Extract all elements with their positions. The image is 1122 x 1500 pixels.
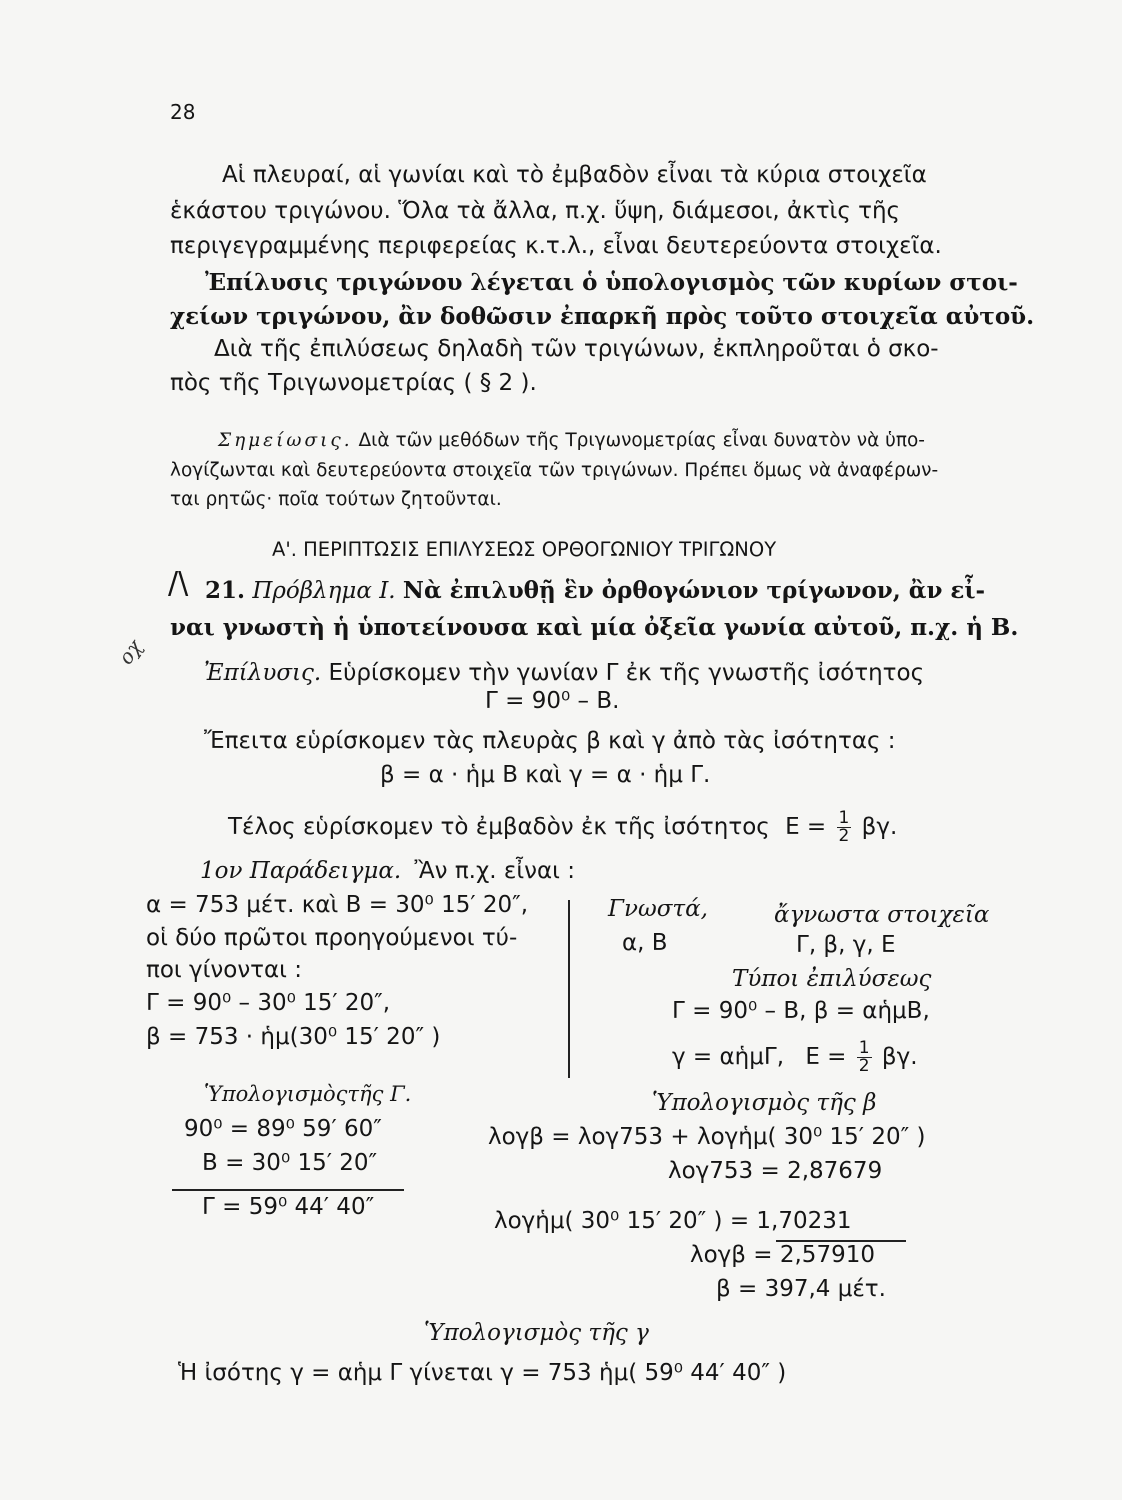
formula-gamma: γ = αἡμΓ, [672, 1044, 785, 1070]
note-text-1: Διὰ τῶν μεθόδων τῆς Τριγωνομετρίας εἶναι δυνατὸν νὰ ὑπο- [358, 430, 925, 451]
purpose-line-1: Διὰ τῆς ἐπιλύσεως δηλαδὴ τῶν τριγώνων, ἐκπληροῦται ὁ σκο- [214, 336, 939, 362]
area-frac-den: 2 [838, 826, 850, 846]
intro-line-3: περιγεγραμμένης περιφερείας κ.τ.λ., εἶναι δευτερεύοντα στοιχεῖα. [170, 233, 942, 259]
calc-beta-line-5: β = 397,4 μέτ. [716, 1276, 886, 1302]
area-eq-rhs: βγ. [861, 814, 898, 840]
solution-text-3: Τέλος εὑρίσκομεν τὸ ἐμβαδὸν ἐκ τῆς ἰσότητος [228, 814, 770, 840]
calc-gamma-result: Γ = 59⁰ 44′ 40″ [202, 1194, 375, 1220]
problem-line-1 [205, 577, 985, 604]
formula-line-1: Γ = 90⁰ – Β, β = αἡμΒ, [672, 998, 930, 1024]
calc-gamma-line-2: Β = 30⁰ 15′ 20″ [202, 1150, 378, 1176]
intro-line-1: Αἱ πλευραί, αἱ γωνίαι καὶ τὸ ἐμβαδὸν εἶναι τὰ κύρια στοιχεῖα [222, 162, 927, 188]
area-frac-num: 1 [838, 808, 850, 828]
note-label: Σημείωσις. [218, 430, 353, 451]
calc-small-gamma-line-1: Ἡ ἰσότης γ = αἡμ Γ γίνεται γ = 753 ἡμ( 59⁰ 44′ 40″ ) [178, 1360, 787, 1386]
unknown-label: ἄγνωστα στοιχεῖα [774, 902, 990, 928]
calc-gamma-rule [172, 1189, 404, 1191]
formula-frac-num: 1 [858, 1038, 870, 1058]
example-left-5: β = 753 · ἡμ(30⁰ 15′ 20″ ) [146, 1024, 441, 1050]
calc-beta-line-4: λογβ = 2,57910 [690, 1242, 875, 1268]
definition-line-1: Ἐπίλυσις τριγώνου λέγεται ὁ ὑπολογισμὸς τῶν κυρίων στοι- [205, 269, 1018, 296]
example-label: 1ον Παράδειγμα. [200, 858, 402, 884]
formula-frac-den: 2 [858, 1056, 870, 1076]
example-header [200, 858, 575, 884]
formula-area-lhs: Ε = [805, 1044, 847, 1070]
calc-beta-line-3: λογἡμ( 30⁰ 15′ 20″ ) = 1,70231 [494, 1208, 852, 1234]
area-eq-lhs: Ε = [785, 814, 827, 840]
solution-line-3 [228, 810, 897, 845]
note-line-3: ται ρητῶς· ποῖα τούτων ζητοῦνται. [170, 489, 502, 510]
note-line-2: λογίζωνται καὶ δευτερεύοντα στοιχεῖα τῶν τριγώνων. Πρέπει ὅμως νὰ ἀναφέρων- [170, 460, 939, 481]
problem-label: Πρόβλημα Ι. [252, 578, 396, 604]
solution-line-2: Ἔπειτα εὑρίσκομεν τὰς πλευρὰς β καὶ γ ἀπὸ τὰς ἰσότητας : [204, 728, 896, 754]
calc-beta-line-1: λογβ = λογ753 + λογἡμ( 30⁰ 15′ 20″ ) [488, 1124, 926, 1150]
calc-gamma-label: Ὑπολογισμὸςτῆς Γ. [204, 1082, 412, 1106]
column-divider [568, 900, 570, 1078]
example-left-3: ποι γίνονται : [146, 957, 303, 983]
area-fraction [837, 810, 852, 845]
calc-gamma-line-1: 90⁰ = 89⁰ 59′ 60″ [184, 1116, 382, 1142]
solution-label: Ἐπίλυσις. [204, 660, 322, 686]
equation-gamma: Γ = 90⁰ – Β. [485, 688, 620, 714]
example-left-1: α = 753 μέτ. καὶ Β = 30⁰ 15′ 20″, [146, 892, 529, 918]
unknown-values: Γ, β, γ, Ε [796, 932, 896, 958]
example-intro: Ἂν π.χ. εἶναι : [414, 858, 575, 884]
solution-line-1 [204, 660, 924, 686]
definition-line-2: χείων τριγώνου, ἂν δοθῶσιν ἐπαρκῆ πρὸς τοῦτο στοιχεῖα αὐτοῦ. [170, 303, 1035, 330]
section-heading: Α'. ΠΕΡΙΠΤΩΣΙΣ ΕΠΙΛΥΣΕΩΣ ΟΡΘΟΓΩΝΙΟΥ ΤΡΙΓΩΝΟΥ [272, 538, 777, 561]
note-line-1 [218, 430, 925, 451]
problem-number: 21. [205, 577, 246, 604]
page-number: 28 [170, 100, 196, 124]
example-left-4: Γ = 90⁰ – 30⁰ 15′ 20″, [146, 990, 391, 1016]
calc-small-gamma-label: Ὑπολογισμὸς τῆς γ [424, 1320, 649, 1346]
intro-line-2: ἑκάστου τριγώνου. Ὅλα τὰ ἄλλα, π.χ. ὕψη, διάμεσοι, ἀκτὶς τῆς [170, 198, 901, 224]
formulas-label: Τύποι ἐπιλύσεως [732, 966, 932, 992]
known-values: α, Β [622, 930, 668, 956]
example-left-2: οἱ δύο πρῶτοι προηγούμενοι τύ- [146, 925, 518, 951]
calc-beta-line-2: λογ753 = 2,87679 [668, 1158, 883, 1184]
formula-fraction [857, 1040, 872, 1075]
problem-text-1: Νὰ ἐπιλυθῇ ἓν ὀρθογώνιον τρίγωνον, ἂν εἶ- [402, 577, 986, 604]
margin-handwriting: οχ [113, 635, 147, 669]
purpose-line-2: πὸς τῆς Τριγωνομετρίας ( § 2 ). [170, 370, 537, 396]
formula-area-rhs: βγ. [881, 1044, 918, 1070]
known-label: Γνωστά, [608, 896, 708, 922]
equation-sides: β = α · ἡμ Β καὶ γ = α · ἡμ Γ. [380, 762, 711, 788]
margin-check-mark: /\ [168, 566, 189, 601]
formula-line-2 [672, 1040, 918, 1075]
solution-text-1: Εὑρίσκομεν τὴν γωνίαν Γ ἐκ τῆς γνωστῆς ἰσότητος [328, 660, 925, 686]
problem-line-2: ναι γνωστὴ ἡ ὑποτείνουσα καὶ μία ὀξεῖα γωνία αὐτοῦ, π.χ. ἡ Β. [170, 614, 1019, 641]
calc-beta-label: Ὑπολογισμὸς τῆς β [652, 1090, 877, 1116]
